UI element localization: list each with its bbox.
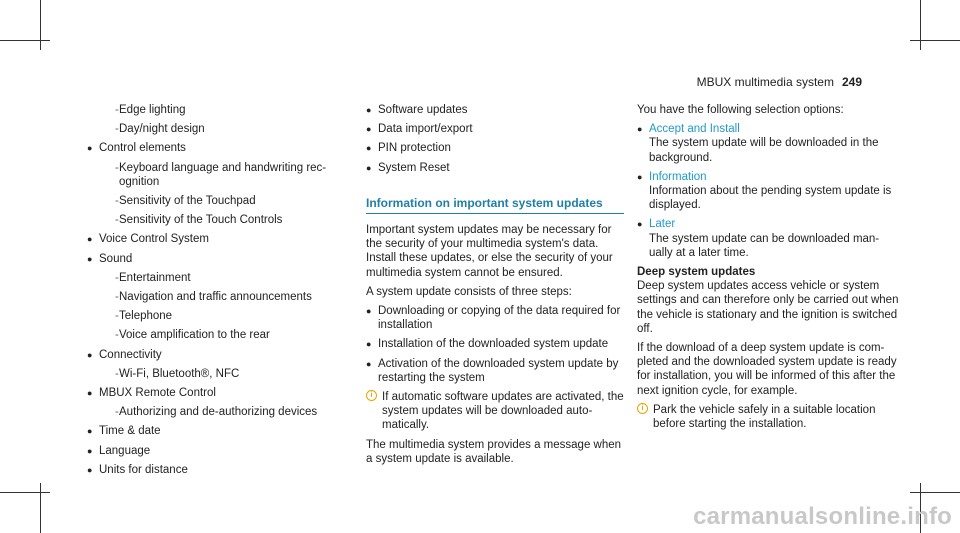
dash-icon: - — [115, 195, 119, 208]
bullet-icon: ● — [637, 124, 643, 135]
crop-mark — [920, 0, 921, 50]
column-1 — [87, 103, 337, 482]
bullet-icon: ● — [87, 143, 93, 154]
bullet-icon: ● — [87, 445, 93, 456]
bullet-icon: ● — [366, 143, 372, 154]
list-item: ● Connectivity — [87, 348, 162, 361]
list-item: ● PIN protection — [366, 142, 451, 155]
bullet-icon: ● — [366, 105, 372, 115]
info-icon: i — [637, 403, 648, 414]
sub-item: - Day/night design — [115, 123, 205, 136]
option-desc: The system update can be downloaded man-ually at a later time. — [649, 232, 880, 259]
bullet-icon: ● — [87, 464, 93, 475]
crop-mark — [0, 40, 50, 41]
paragraph: Important system updates may be necessary for the security of your multimedia system's data. Install these updates, or else the security of your multimedia system cannot be ensured. — [366, 224, 613, 279]
list-item: ● Time & date — [87, 425, 161, 438]
watermark[interactable]: carmanualsonline.info — [693, 503, 952, 530]
bullet-icon: ● — [87, 349, 93, 360]
info-icon: i — [366, 390, 377, 401]
bullet-icon: ● — [637, 171, 643, 182]
step-item: ● Installation of the downloaded system update — [366, 338, 609, 351]
sub-item: - Authorizing and de-authorizing devices — [115, 406, 318, 419]
dash-icon: - — [115, 271, 119, 284]
dash-icon: - — [115, 123, 119, 136]
subheading: Deep system updates — [637, 266, 756, 279]
bullet-icon: ● — [366, 162, 372, 173]
note: i Park the vehicle safely in a suitable location before starting the installation. — [637, 403, 899, 431]
list-item: ● Software updates — [366, 104, 468, 116]
list-item: ● Control elements — [87, 142, 186, 155]
bullet-icon: ● — [87, 234, 93, 245]
bullet-icon: ● — [366, 358, 372, 369]
sub-item: - Telephone — [115, 310, 173, 323]
list-item: ● MBUX Remote Control — [87, 387, 216, 400]
sub-item: - Edge lighting — [115, 104, 186, 116]
sub-item: - Keyboard language and handwriting rec-ognition — [115, 161, 327, 188]
list-item: ● Data import/export — [366, 123, 473, 136]
bullet-icon: ● — [87, 253, 93, 264]
column-2 — [366, 103, 624, 471]
dash-icon: - — [115, 291, 119, 304]
dash-icon: - — [115, 329, 119, 342]
sub-item: - Voice amplification to the rear — [115, 329, 270, 342]
step-item: ● Downloading or copying of the data required for installation — [366, 305, 621, 332]
bullet-icon: ● — [87, 426, 93, 437]
bullet-icon: ● — [366, 124, 372, 135]
crop-mark — [910, 492, 960, 493]
option-desc: Information about the pending system update is displayed. — [649, 185, 892, 212]
list-item: ● Language — [87, 444, 151, 457]
dash-icon: - — [115, 310, 119, 323]
step-item: ● Activation of the downloaded system update by restarting the system — [366, 357, 619, 384]
option-item — [637, 122, 899, 165]
crop-mark — [0, 492, 50, 493]
sub-item: - Sensitivity of the Touch Controls — [115, 214, 283, 227]
column-3 — [637, 103, 899, 436]
crop-mark — [40, 0, 41, 50]
option-desc: The system update will be downloaded in the background. — [649, 137, 879, 164]
header-title: MBUX multimedia system — [696, 75, 834, 89]
list-item: ● Voice Control System — [87, 233, 209, 246]
dash-icon: - — [115, 367, 119, 380]
option-label: Accept and Install — [649, 123, 740, 136]
paragraph: A system update consists of three steps: — [366, 285, 572, 298]
option-item — [637, 170, 899, 213]
option-item — [637, 217, 899, 260]
list-item: ● Sound — [87, 252, 133, 265]
sub-item: - Sensitivity of the Touchpad — [115, 195, 256, 208]
paragraph: If the download of a deep system update is com-pleted and the downloaded system update is ready for installation, you will be informed of this after the next ignition cycle, for example. — [637, 342, 897, 397]
page-header — [697, 75, 862, 89]
dash-icon: - — [115, 214, 119, 227]
list-item: ● Units for distance — [87, 463, 188, 476]
note: i If automatic software updates are activated, the system updates will be downloaded auto-matically. — [366, 390, 624, 433]
crop-mark — [40, 483, 41, 533]
paragraph: Deep system updates access vehicle or system settings and can therefore only be carried out when the vehicle is stationary and the ignition is switched off. — [637, 280, 899, 335]
paragraph: The multimedia system provides a message when a system update is available. — [366, 438, 622, 465]
bullet-icon: ● — [637, 219, 643, 230]
dash-icon: - — [115, 406, 119, 419]
sub-item: - Entertainment — [115, 271, 191, 284]
option-label: Later — [649, 218, 676, 231]
dash-icon: - — [115, 104, 119, 116]
paragraph: You have the following selection options: — [637, 104, 844, 116]
dash-icon: - — [115, 161, 119, 174]
bullet-icon: ● — [366, 306, 372, 317]
list-item: ● System Reset — [366, 161, 450, 174]
section-title: Information on important system updates — [366, 196, 624, 214]
crop-mark — [910, 40, 960, 41]
bullet-icon: ● — [87, 388, 93, 399]
page-number: 249 — [841, 75, 862, 89]
bullet-icon: ● — [366, 339, 372, 350]
sub-item: - Wi-Fi, Bluetooth®, NFC — [115, 367, 240, 380]
option-label: Information — [649, 170, 707, 183]
sub-item: - Navigation and traffic announcements — [115, 291, 312, 304]
